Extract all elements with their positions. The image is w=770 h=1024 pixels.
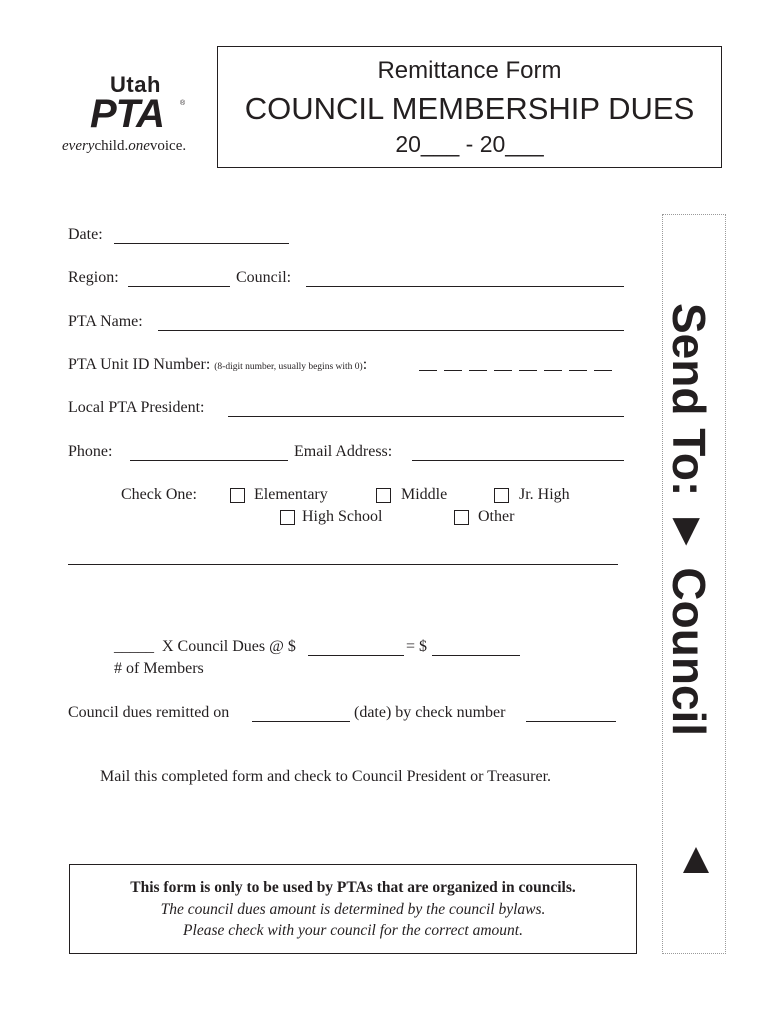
phone-email-row bbox=[68, 443, 628, 467]
date-label: Date: bbox=[68, 226, 103, 243]
check-one-label: Check One: bbox=[121, 486, 197, 503]
members-label: # of Members bbox=[114, 660, 204, 677]
other-checkbox[interactable] bbox=[454, 510, 469, 525]
school-type-row bbox=[68, 486, 628, 536]
dues-rate-field[interactable] bbox=[308, 655, 404, 656]
dues-total-field[interactable] bbox=[432, 655, 520, 656]
unit-id-hint: (8-digit number, usually begins with 0) bbox=[214, 362, 363, 372]
remitted-date-field[interactable] bbox=[252, 721, 350, 722]
president-field[interactable] bbox=[228, 416, 624, 417]
other-label: Other bbox=[478, 508, 515, 525]
unit-id-digit[interactable] bbox=[469, 370, 487, 371]
tagline-voice: voice. bbox=[149, 138, 187, 154]
form-title: Remittance Form bbox=[377, 57, 562, 84]
school-year: 20___ - 20___ bbox=[395, 131, 544, 157]
pta-name-field[interactable] bbox=[158, 330, 624, 331]
member-count-blank[interactable]: _____ bbox=[114, 638, 154, 655]
unit-id-digit[interactable] bbox=[444, 370, 462, 371]
date-field[interactable] bbox=[114, 243, 289, 244]
jr-high-checkbox[interactable] bbox=[494, 488, 509, 503]
council-label: Council: bbox=[236, 269, 292, 286]
email-field[interactable] bbox=[412, 460, 624, 461]
unit-id-digit[interactable] bbox=[594, 370, 612, 371]
email-label: Email Address: bbox=[294, 443, 393, 460]
region-council-row bbox=[68, 269, 628, 293]
unit-id-digit[interactable] bbox=[544, 370, 562, 371]
president-row bbox=[68, 399, 628, 423]
tagline-one: one bbox=[128, 138, 150, 154]
unit-id-digit[interactable] bbox=[569, 370, 587, 371]
notice-box bbox=[69, 864, 637, 954]
remitted-label: Council dues remitted on bbox=[68, 704, 230, 721]
phone-label: Phone: bbox=[68, 443, 113, 460]
high-school-label: High School bbox=[302, 508, 383, 525]
elementary-label: Elementary bbox=[254, 486, 328, 503]
logo-org: PTA bbox=[90, 92, 165, 136]
remitted-row bbox=[68, 704, 628, 728]
region-field[interactable] bbox=[128, 286, 230, 287]
unit-id-row bbox=[68, 356, 628, 380]
mail-instruction: Mail this completed form and check to Council President or Treasurer. bbox=[100, 768, 552, 785]
triangle-up-icon bbox=[683, 847, 709, 873]
council-field[interactable] bbox=[306, 286, 624, 287]
middle-label: Middle bbox=[401, 486, 448, 503]
utah-pta-logo bbox=[62, 70, 222, 160]
elementary-checkbox[interactable] bbox=[230, 488, 245, 503]
send-to-label: Send To: ► Council bbox=[663, 303, 715, 737]
send-to-label-wrap bbox=[664, 303, 724, 803]
dues-formula-label: X Council Dues @ $ bbox=[162, 638, 296, 655]
form-heading: COUNCIL MEMBERSHIP DUES bbox=[244, 91, 695, 126]
logo-registered-mark: ® bbox=[180, 100, 186, 107]
president-label: Local PTA President: bbox=[68, 399, 205, 416]
phone-field[interactable] bbox=[130, 460, 288, 461]
tagline-child: child. bbox=[94, 138, 129, 154]
middle-checkbox[interactable] bbox=[376, 488, 391, 503]
jr-high-label: Jr. High bbox=[519, 486, 570, 503]
check-number-label: (date) by check number bbox=[354, 704, 506, 721]
title-box bbox=[217, 46, 722, 168]
pta-name-label: PTA Name: bbox=[68, 313, 143, 330]
unit-id-label-text: PTA Unit ID Number: bbox=[68, 356, 211, 373]
section-divider bbox=[68, 564, 618, 565]
logo-state: Utah bbox=[110, 72, 161, 97]
logo-tagline bbox=[62, 138, 186, 155]
check-number-field[interactable] bbox=[526, 721, 616, 722]
unit-id-label bbox=[68, 356, 367, 374]
date-row bbox=[68, 226, 628, 250]
equals-label: = $ bbox=[406, 638, 428, 655]
notice-line-3: Please check with your council for the correct amount. bbox=[183, 922, 523, 939]
tagline-every: every bbox=[62, 138, 95, 154]
unit-id-digit[interactable] bbox=[494, 370, 512, 371]
unit-id-digit[interactable] bbox=[419, 370, 437, 371]
pta-name-row bbox=[68, 313, 628, 337]
high-school-checkbox[interactable] bbox=[280, 510, 295, 525]
notice-line-1: This form is only to be used by PTAs that are organized in councils. bbox=[130, 879, 576, 896]
region-label: Region: bbox=[68, 269, 119, 286]
notice-line-2: The council dues amount is determined by the council bylaws. bbox=[160, 901, 546, 918]
unit-id-colon: : bbox=[362, 356, 368, 373]
unit-id-digit[interactable] bbox=[519, 370, 537, 371]
dues-calculation bbox=[68, 638, 628, 682]
